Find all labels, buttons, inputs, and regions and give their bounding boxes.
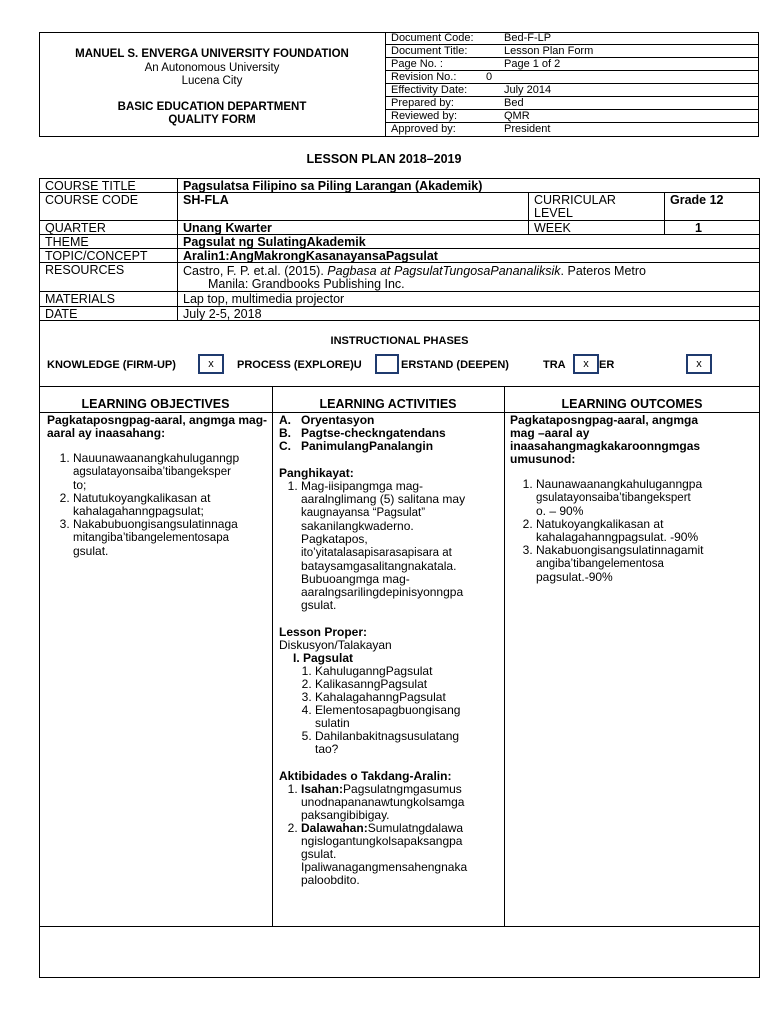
list-item: 1. Naunawaanangkahuluganngpa gsulatayonsaiba’tibangekspert o. – 90%	[536, 478, 757, 518]
course-title-row: COURSE TITLE Pagsulatsa Filipino sa Piling Larangan (Akademik)	[40, 179, 759, 193]
list-item: 1. KahuluganngPagsulat	[315, 665, 503, 678]
page-title: LESSON PLAN 2018–2019	[306, 152, 462, 166]
aktibidades-list	[279, 783, 503, 887]
list-item: 3. Nakabuongisangsulatinnagamit angiba’tibangelementosa pagsulat.-90%	[536, 544, 757, 584]
document-meta	[385, 32, 759, 137]
pagsulat-heading: I. Pagsulat	[293, 651, 354, 665]
divider	[39, 926, 760, 927]
pagsulat-sublist	[279, 665, 503, 756]
department: BASIC EDUCATION DEPARTMENT	[117, 100, 307, 113]
curricular-level-label: CURRICULAR LEVEL	[534, 193, 616, 220]
diskusyon-label: Diskusyon/Talakayan	[279, 638, 392, 652]
phase-transfer-checkbox[interactable]: x	[686, 354, 712, 374]
divider	[272, 386, 273, 926]
list-item: 1. Nauunawaanangkahuluganngp agsulatayonsaiba’tibangeksper to;	[73, 452, 269, 492]
divider	[504, 386, 505, 926]
topic-row: TOPIC/CONCEPT Aralin1:AngMakrongKasanayansaPagsulat	[40, 249, 759, 263]
list-item: 3. Nakabubuongisangsulatinnaga mitangiba’tibangelementosapa gsulat.	[73, 518, 269, 558]
curricular-level-value: Grade 12	[670, 193, 724, 207]
week-label: WEEK	[534, 221, 571, 235]
header-org-block	[39, 32, 385, 137]
meta-row: Revision No.: 0	[386, 71, 759, 84]
objectives-list	[47, 452, 269, 558]
course-info-table	[39, 178, 760, 321]
form-type: QUALITY FORM	[168, 114, 256, 126]
meta-row: Document Code: Bed-F-LP	[386, 32, 759, 45]
phase-knowledge-checkbox[interactable]: x	[198, 354, 224, 374]
list-item: 2. KalikasanngPagsulat	[315, 678, 503, 691]
phases-box	[39, 321, 760, 387]
outcomes-heading: LEARNING OUTCOMES	[561, 397, 703, 411]
meta-row: Document Title: Lesson Plan Form	[386, 45, 759, 58]
list-item: 5. Dahilanbakitnagsusulatang tao?	[315, 730, 503, 756]
date-row: DATE July 2-5, 2018	[45, 307, 262, 321]
list-item: 1. Mag-iisipangmga mag- aaralnglimang (5) salitana may kaugnayansa “Pagsulat” sakanilangkwaderno. Pagkatapos, ito’yitatalasapisarasapisara at bataysamgasalitangnakatala. Bubuoangmga mag- aaralngsarilingdepinisyonngpa gsulat.	[301, 480, 503, 612]
lesson-proper-heading: Lesson Proper:	[279, 625, 368, 639]
org-name: MANUEL S. ENVERGA UNIVERSITY FOUNDATION	[75, 48, 349, 60]
phase-process-label: PROCESS (EXPLORE)U	[237, 359, 362, 371]
list-item: B. Pagtse-checkngatendans	[279, 426, 446, 440]
activity-abc-list	[279, 414, 503, 453]
list-item: 3. KahalagahanngPagsulat	[315, 691, 503, 704]
objectives-intro: Pagkataposngpag-aaral, angmga mag-aaral ay inaasahang:	[47, 413, 268, 440]
course-code-row: COURSE CODE SH-FLA CURRICULAR LEVEL Grade 12	[40, 193, 759, 221]
activities-column	[279, 414, 503, 887]
week-value: 1	[695, 221, 702, 235]
divider	[664, 193, 665, 235]
objectives-heading: LEARNING OBJECTIVES	[81, 397, 230, 411]
quarter-row: QUARTER Unang Kwarter WEEK 1	[40, 221, 759, 235]
list-item: 2. Natutukoyangkalikasan at kahalagahanngpagsulat;	[73, 492, 269, 518]
phase-transfer-label-end: ER	[599, 359, 615, 371]
panghikayat-list	[279, 480, 503, 612]
meta-row: Reviewed by: QMR	[386, 110, 759, 123]
org-subtitle: An Autonomous University	[144, 61, 280, 74]
list-item: C. PanimulangPanalangin	[279, 439, 434, 453]
org-city: Lucena City	[181, 75, 243, 87]
divider	[528, 193, 529, 235]
list-item: 2. Dalawahan:Sumulatngdalawa ngislogantungkolsapaksangpa gsulat. Ipaliwanagangmensahengnaka paloobdito.	[301, 822, 503, 887]
phases-title: INSTRUCTIONAL PHASES	[330, 335, 469, 347]
phase-process-checkbox[interactable]: x	[573, 354, 599, 374]
meta-row: Effectivity Date: July 2014	[386, 84, 759, 97]
list-item: 1. Isahan:Pagsulatngmgasumus unodnapananawtungkolsamga paksangibibigay.	[301, 783, 503, 822]
meta-row: Approved by: President	[391, 123, 551, 135]
phase-transfer-label: TRA	[543, 359, 566, 371]
activities-heading: LEARNING ACTIVITIES	[319, 397, 457, 411]
divider	[177, 179, 178, 321]
outcomes-intro: Pagkataposngpag-aaral, angmga mag –aaral ay inaasahangmagkakaroonngmgas umusunod:	[510, 413, 701, 466]
panghikayat-heading: Panghikayat:	[279, 466, 354, 480]
phase-understand-checkbox[interactable]	[375, 354, 399, 374]
phase-understand-label: ERSTAND (DEEPEN)	[401, 359, 509, 371]
list-item: 2. Natukoyangkalikasan at kahalagahanngpagsulat. -90%	[536, 518, 757, 544]
outcomes-column	[510, 414, 757, 584]
list-item: A. Oryentasyon	[279, 413, 375, 427]
resources-row: RESOURCES Castro, F. P. et.al. (2015). Pagbasa at PagsulatTungosaPananaliksik. Pateros Metro Manila: Grandbooks Publishing Inc.	[40, 263, 759, 292]
aktibidades-heading: Aktibidades o Takdang-Aralin:	[279, 769, 452, 783]
theme-row: THEME Pagsulat ng SulatingAkademik	[40, 235, 759, 249]
materials-row: MATERIALS Lap top, multimedia projector	[40, 292, 759, 307]
meta-row: Page No. : Page 1 of 2	[386, 58, 759, 71]
list-item: 4. Elementosapagbuongisang sulatin	[315, 704, 503, 730]
phase-knowledge-label: KNOWLEDGE (FIRM-UP)	[47, 359, 176, 371]
outcomes-list	[510, 478, 757, 584]
objectives-column	[47, 414, 269, 558]
meta-row: Prepared by: Bed	[386, 97, 759, 110]
